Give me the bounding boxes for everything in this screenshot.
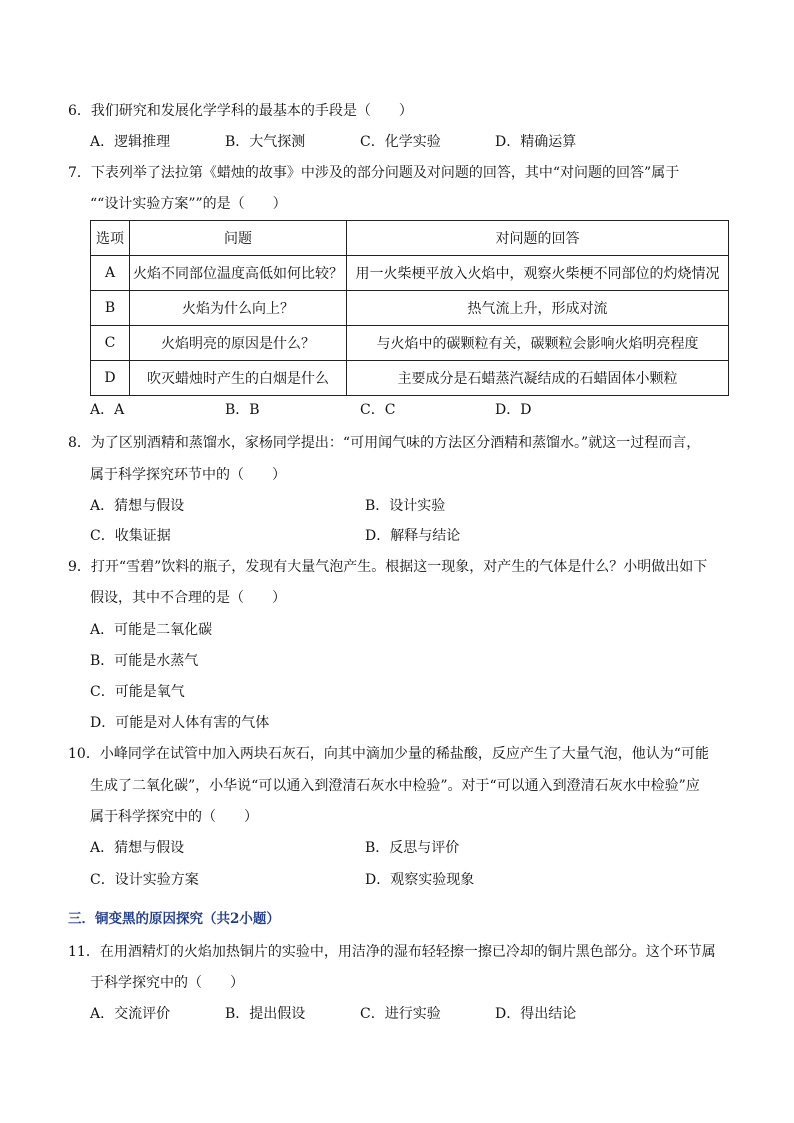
question-10-stem-line2: 生成了二氧化碳”，小华说“可以通入到澄清石灰水中检验”。对于“可以通入到澄清石灰水中检验”应 (90, 778, 700, 794)
table-cell: D (91, 361, 130, 396)
option-b: B．大气探测 (225, 134, 306, 150)
question-7-stem-line2: ““设计实验方案””的是（ ） (90, 196, 287, 212)
question-10-stem-line3: 属于科学探究中的（ ） (90, 809, 258, 825)
option-d: D．观察实验现象 (365, 872, 475, 888)
question-8-stem-line2: 属于科学探究环节中的（ ） (90, 467, 286, 483)
option-a: A．猜想与假设 (90, 840, 185, 856)
option-b: B．提出假设 (225, 1006, 306, 1022)
option-a: A．A (90, 402, 125, 418)
option-b: B．反思与评价 (365, 840, 460, 856)
question-8-options-row1 (90, 497, 710, 515)
option-c: C．进行实验 (360, 1006, 441, 1022)
question-10-options-row2 (90, 871, 710, 889)
option-b: B．设计实验 (365, 498, 446, 514)
table-cell: 火焰明亮的原因是什么？ (130, 326, 347, 361)
question-11-stem-line2: 于科学探究中的（ ） (90, 975, 244, 991)
option-c: C．收集证据 (90, 528, 171, 544)
table-cell: 吹灭蜡烛时产生的白烟是什么 (130, 361, 347, 396)
table-row (91, 291, 729, 326)
table-header-cell: 对问题的回答 (347, 221, 729, 256)
table-header-cell: 问题 (130, 221, 347, 256)
option-c: C．C (360, 402, 396, 418)
option-c: C．设计实验方案 (90, 872, 199, 888)
question-8-stem-line1: 8．为了区别酒精和蒸馏水，家杨同学提出：“可用闻气味的方法区分酒精和蒸馏水。”就这一过程而言， (68, 435, 701, 451)
question-10-options-row1 (90, 839, 710, 857)
table-header-cell: 选项 (91, 221, 130, 256)
section-heading: 三．铜变黑的原因探究（共2小题） (68, 911, 280, 927)
option-d: D．得出结论 (495, 1006, 577, 1022)
table-cell: 火焰不同部位温度高低如何比较？ (130, 256, 347, 291)
option-c: C．可能是氧气 (90, 684, 185, 700)
table-row (91, 256, 729, 291)
question-11-stem-line1: 11．在用酒精灯的火焰加热铜片的实验中，用洁净的湿布轻轻擦一擦已冷却的铜片黑色部分。这个环节属 (68, 944, 716, 960)
question-7-options (90, 401, 710, 419)
question-9-stem-line1: 9．打开“雪碧”饮料的瓶子，发现有大量气泡产生。根据这一现象，对产生的气体是什么？小明做出如下 (68, 559, 708, 575)
option-d: D．解释与结论 (365, 528, 461, 544)
table-cell: 火焰为什么向上？ (130, 291, 347, 326)
table-row (91, 361, 729, 396)
option-a: A．可能是二氧化碳 (90, 622, 213, 638)
question-9-stem-line2: 假设，其中不合理的是（ ） (90, 590, 286, 606)
option-d: D．可能是对人体有害的气体 (90, 715, 270, 731)
table-cell: A (91, 256, 130, 291)
question-6-stem: 6．我们研究和发展化学学科的最基本的手段是（ ） (68, 103, 413, 119)
option-d: D．D (495, 402, 532, 418)
option-a: A．猜想与假设 (90, 498, 185, 514)
table-cell: B (91, 291, 130, 326)
option-c: C．化学实验 (360, 134, 441, 150)
table-cell: C (91, 326, 130, 361)
table-cell: 热气流上升，形成对流 (347, 291, 729, 326)
table-cell: 主要成分是石蜡蒸汽凝结成的石蜡固体小颗粒 (347, 361, 729, 396)
option-a: A．交流评价 (90, 1006, 171, 1022)
question-7-stem-line1: 7．下表列举了法拉第《蜡烛的故事》中涉及的部分问题及对问题的回答，其中“对问题的回答”属于 (68, 165, 680, 181)
option-d: D．精确运算 (495, 134, 577, 150)
option-b: B．可能是水蒸气 (90, 653, 199, 669)
question-6-options (90, 133, 710, 151)
question-7-table (90, 220, 729, 396)
question-11-options (90, 1005, 710, 1023)
table-cell: 与火焰中的碳颗粒有关，碳颗粒会影响火焰明亮程度 (347, 326, 729, 361)
question-10-stem-line1: 10．小峰同学在试管中加入两块石灰石，向其中滴加少量的稀盐酸，反应产生了大量气泡，他认为“可能 (68, 746, 709, 762)
option-b: B．B (225, 402, 260, 418)
table-row (91, 326, 729, 361)
table-cell: 用一火柴梗平放入火焰中，观察火柴梗不同部位的灼烧情况 (347, 256, 729, 291)
question-8-options-row2 (90, 527, 710, 545)
table-header-row (91, 221, 729, 256)
option-a: A．逻辑推理 (90, 134, 171, 150)
